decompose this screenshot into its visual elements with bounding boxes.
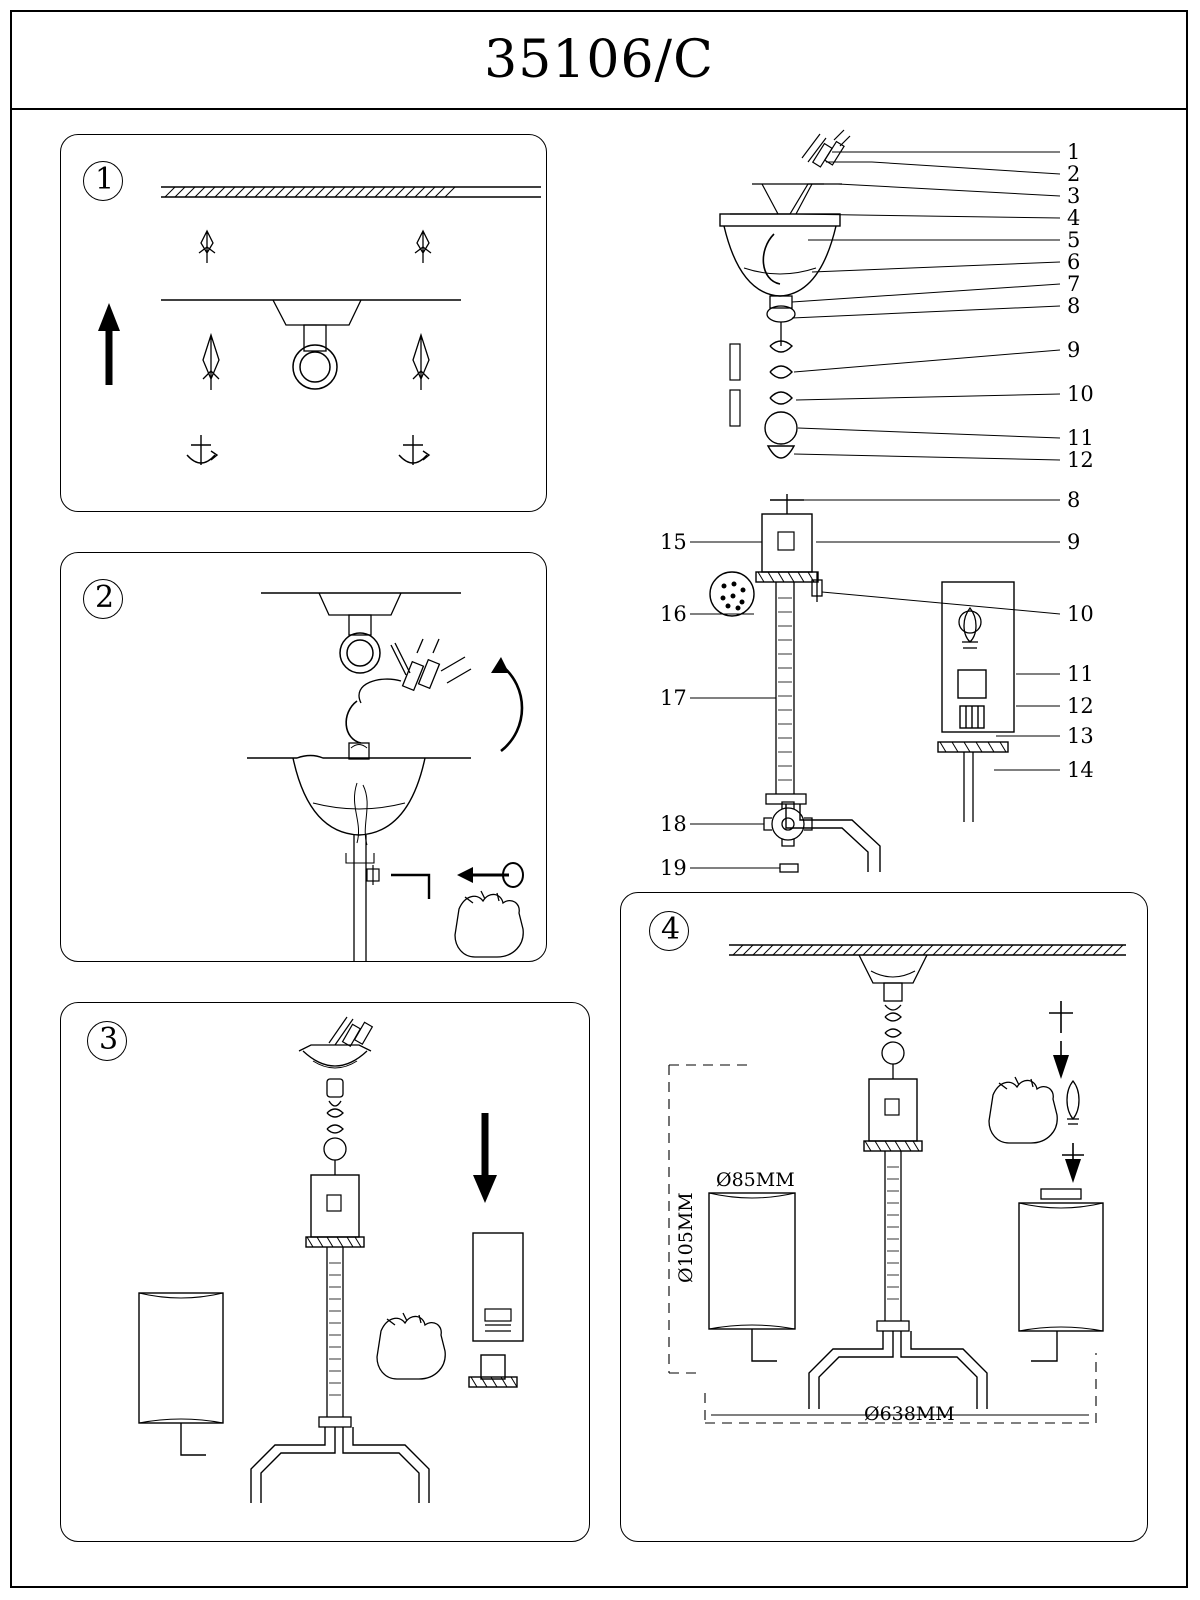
callout-13: 13 [1067, 724, 1094, 748]
hand-icon [455, 891, 523, 957]
allen-key-icon [391, 875, 429, 899]
page-title: 35106/C [484, 30, 714, 90]
callout-7: 7 [1067, 272, 1081, 296]
up-arrow-icon [98, 303, 120, 385]
step-3-drawing [61, 1003, 591, 1543]
callout-8b: 8 [1067, 488, 1081, 512]
callout-10: 10 [1067, 382, 1094, 406]
exploded-parts-view [612, 122, 1172, 882]
step-3-panel [60, 1002, 590, 1542]
screw-down-icon-2 [1062, 1143, 1084, 1183]
callout-12b: 12 [1067, 694, 1094, 718]
rotate-arrow-icon [491, 657, 522, 751]
step-3-number: 3 [99, 1022, 119, 1057]
callout-5: 5 [1067, 228, 1081, 252]
screwdriver-icon [391, 643, 410, 675]
callout-17: 17 [660, 686, 687, 710]
step-4-number: 4 [661, 912, 681, 947]
callout-9b: 9 [1067, 530, 1081, 554]
instruction-sheet [10, 10, 1188, 1588]
step-4-drawing [621, 893, 1149, 1543]
hand-icon [377, 1313, 445, 1379]
hand-icon [989, 1077, 1057, 1143]
callout-15: 15 [660, 530, 687, 554]
height-label: Ø105MM [675, 1192, 697, 1283]
step-1-drawing [61, 135, 548, 513]
bulb-icon [1067, 1081, 1079, 1124]
callout-11: 11 [1067, 426, 1094, 450]
callout-16: 16 [660, 602, 687, 626]
step-1-panel [60, 134, 547, 512]
callout-18: 18 [660, 812, 687, 836]
callout-2: 2 [1067, 162, 1081, 186]
callout-14: 14 [1067, 758, 1094, 782]
step-2-panel [60, 552, 547, 962]
step-4-panel [620, 892, 1148, 1542]
callout-6: 6 [1067, 250, 1081, 274]
down-arrow-icon [473, 1113, 497, 1203]
step-2-drawing [61, 553, 548, 963]
callout-9: 9 [1067, 338, 1081, 362]
screw-down-icon [1049, 1001, 1073, 1079]
title-bar [12, 12, 1186, 110]
rotate-left-icon [457, 863, 523, 887]
callout-10b: 10 [1067, 602, 1094, 626]
callout-19: 19 [660, 856, 687, 880]
callout-1: 1 [1067, 140, 1081, 164]
callout-3: 3 [1067, 184, 1081, 208]
callout-11b: 11 [1067, 662, 1094, 686]
callout-12: 12 [1067, 448, 1094, 472]
step-2-number: 2 [95, 580, 115, 615]
shade-diameter-label: Ø85MM [716, 1169, 795, 1191]
callout-4: 4 [1067, 206, 1081, 230]
overall-diameter-label: Ø638MM [864, 1403, 955, 1425]
callout-8: 8 [1067, 294, 1081, 318]
step-1-number: 1 [95, 162, 115, 197]
